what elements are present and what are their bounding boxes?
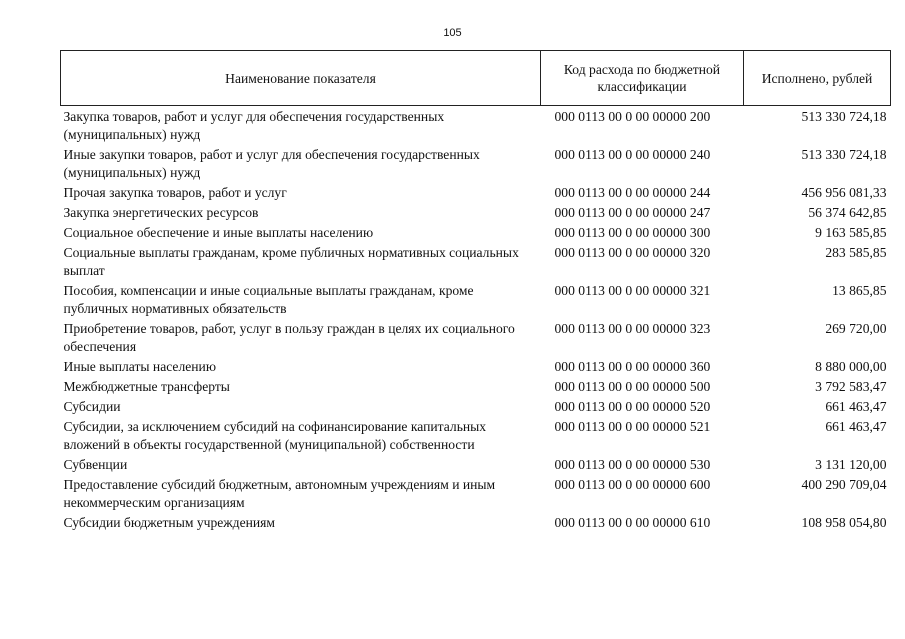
row-name: Социальные выплаты гражданам, кроме публичных нормативных социальных выплат bbox=[63, 245, 519, 278]
row-amount: 13 865,85 bbox=[832, 283, 887, 298]
row-name: Закупка энергетических ресурсов bbox=[63, 205, 259, 220]
row-code: 000 0113 00 0 00 00000 610 bbox=[554, 515, 711, 530]
table-row bbox=[61, 184, 891, 204]
row-amount: 400 290 709,04 bbox=[801, 477, 887, 492]
table-row bbox=[61, 320, 891, 358]
table-row bbox=[61, 224, 891, 244]
row-amount: 661 463,47 bbox=[825, 399, 887, 414]
table-row bbox=[61, 244, 891, 282]
row-amount: 513 330 724,18 bbox=[801, 109, 887, 124]
row-code: 000 0113 00 0 00 00000 244 bbox=[554, 185, 711, 200]
table-row bbox=[61, 106, 891, 147]
row-code: 000 0113 00 0 00 00000 600 bbox=[554, 477, 711, 492]
row-code: 000 0113 00 0 00 00000 500 bbox=[554, 379, 711, 394]
row-amount: 661 463,47 bbox=[825, 419, 887, 434]
row-code: 000 0113 00 0 00 00000 300 bbox=[554, 225, 711, 240]
row-code: 000 0113 00 0 00 00000 323 bbox=[554, 321, 711, 336]
row-code: 000 0113 00 0 00 00000 521 bbox=[554, 419, 711, 434]
table-row bbox=[61, 146, 891, 184]
row-code: 000 0113 00 0 00 00000 240 bbox=[554, 147, 711, 162]
table-header-row bbox=[61, 51, 891, 106]
row-amount: 269 720,00 bbox=[825, 321, 887, 336]
column-header-amount: Исполнено, рублей bbox=[744, 51, 891, 106]
budget-execution-table bbox=[60, 50, 891, 534]
row-name: Прочая закупка товаров, работ и услуг bbox=[63, 185, 287, 200]
row-amount: 3 131 120,00 bbox=[815, 457, 887, 472]
table-row bbox=[61, 514, 891, 534]
table-row bbox=[61, 476, 891, 514]
row-name: Предоставление субсидий бюджетным, автономным учреждениям и иным некоммерческим организациям bbox=[63, 477, 496, 510]
row-code: 000 0113 00 0 00 00000 530 bbox=[554, 457, 711, 472]
row-name: Межбюджетные трансферты bbox=[63, 379, 230, 394]
row-amount: 513 330 724,18 bbox=[801, 147, 887, 162]
table-row bbox=[61, 378, 891, 398]
row-name: Приобретение товаров, работ, услуг в пользу граждан в целях их социального обеспечения bbox=[63, 321, 515, 354]
row-amount: 8 880 000,00 bbox=[815, 359, 887, 374]
table-row bbox=[61, 456, 891, 476]
row-name: Иные выплаты населению bbox=[63, 359, 216, 374]
column-header-name: Наименование показателя bbox=[61, 51, 541, 106]
row-amount: 108 958 054,80 bbox=[801, 515, 887, 530]
row-name: Субсидии бюджетным учреждениям bbox=[63, 515, 276, 530]
row-amount: 456 956 081,33 bbox=[801, 185, 887, 200]
row-code: 000 0113 00 0 00 00000 360 bbox=[554, 359, 711, 374]
row-name: Субвенции bbox=[63, 457, 128, 472]
table-row bbox=[61, 358, 891, 378]
column-header-code: Код расхода по бюджетной классификации bbox=[541, 51, 744, 106]
row-name: Иные закупки товаров, работ и услуг для обеспечения государственных (муниципальных) нужд bbox=[63, 147, 480, 180]
row-name: Социальное обеспечение и иные выплаты населению bbox=[63, 225, 374, 240]
row-code: 000 0113 00 0 00 00000 321 bbox=[554, 283, 711, 298]
row-code: 000 0113 00 0 00 00000 520 bbox=[554, 399, 711, 414]
row-code: 000 0113 00 0 00 00000 200 bbox=[554, 109, 711, 124]
table-row bbox=[61, 398, 891, 418]
table-row bbox=[61, 204, 891, 224]
row-amount: 9 163 585,85 bbox=[815, 225, 887, 240]
row-name: Пособия, компенсации и иные социальные выплаты гражданам, кроме публичных нормативных обязательств bbox=[63, 283, 474, 316]
table-row bbox=[61, 418, 891, 456]
row-name: Закупка товаров, работ и услуг для обеспечения государственных (муниципальных) нужд bbox=[63, 109, 445, 142]
row-amount: 283 585,85 bbox=[825, 245, 887, 260]
row-code: 000 0113 00 0 00 00000 247 bbox=[554, 205, 711, 220]
row-name: Субсидии bbox=[63, 399, 121, 414]
row-amount: 3 792 583,47 bbox=[815, 379, 887, 394]
row-code: 000 0113 00 0 00 00000 320 bbox=[554, 245, 711, 260]
page-number: 105 bbox=[443, 27, 462, 39]
row-name: Субсидии, за исключением субсидий на софинансирование капитальных вложений в объекты государственной (муниципальной) собственности bbox=[63, 419, 487, 452]
row-amount: 56 374 642,85 bbox=[808, 205, 887, 220]
table-row bbox=[61, 282, 891, 320]
